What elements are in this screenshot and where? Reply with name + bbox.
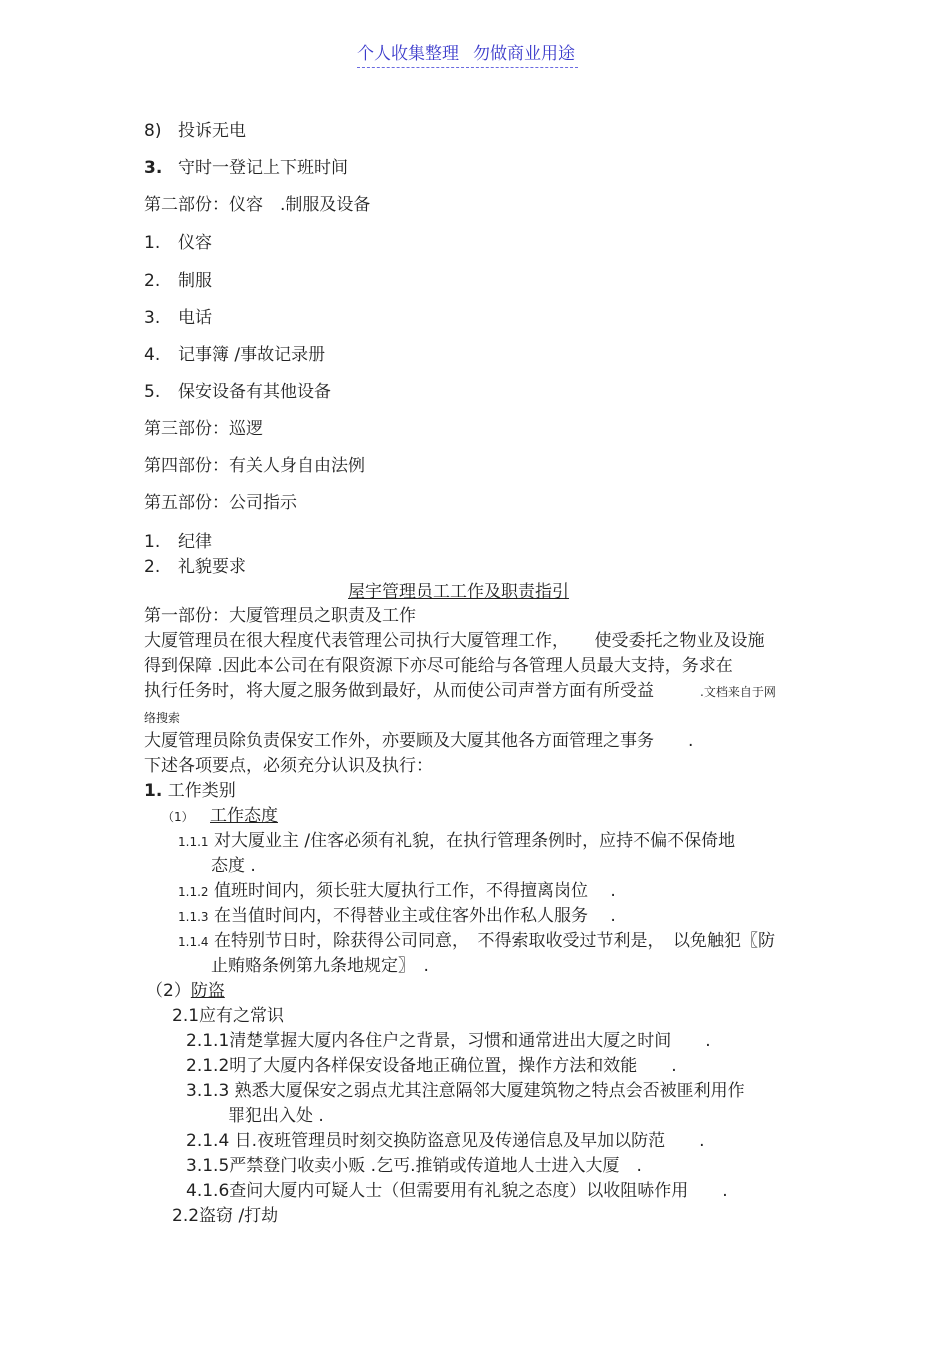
list-item: 3. 电话 — [144, 308, 212, 328]
list-item-continuation: 态度 . — [211, 856, 256, 876]
document-title: 屋宇管理员工工作及职责指引 — [348, 582, 569, 602]
list-item: 2.1.4 日.夜班管理员时刻交换防盗意见及传递信息及早加以防范 . — [186, 1131, 705, 1151]
section-heading: 第四部份：有关人身自由法例 — [144, 456, 365, 476]
list-item: 2.1.2明了大厦内各样保安设备地正确位置，操作方法和效能 . — [186, 1056, 677, 1076]
list-item: 4.1.6查问大厦内可疑人士（但需要用有礼貌之态度）以收阻哧作用 . — [186, 1181, 728, 1201]
part-title: 第一部份：大厦管理员之职责及工作 — [144, 606, 416, 626]
list-item: 3. 守时一登记上下班时间 — [144, 158, 348, 178]
header-part2: 勿做商业用途 — [473, 44, 575, 64]
list-item: 8) 投诉无电 — [144, 121, 246, 141]
list-item: 1. 仪容 — [144, 233, 212, 253]
list-item: 1. 纪律 — [144, 532, 212, 552]
source-note: .文档来自于网 — [700, 685, 776, 699]
list-item: 4. 记事簿 /事故记录册 — [144, 345, 326, 365]
list-item: 3.1.5严禁登门收卖小贩 .乞丐.推销或传道地人士进入大厦 . — [186, 1156, 642, 1176]
source-note: 络搜索 — [144, 711, 181, 725]
page-header — [357, 42, 578, 68]
list-item-continuation: 止贿赂条例第九条地规定〗 . — [211, 956, 429, 976]
paragraph-line: 执行任务时，将大厦之服务做到最好，从而使公司声誉方面有所受益 .文档来自于网 — [144, 681, 776, 701]
list-item: 1.1.1 对大厦业主 /住客必须有礼貌，在执行管理条例时，应持不偏不保倚地 — [178, 831, 736, 851]
header-part1: 个人收集整理 — [357, 44, 459, 64]
section-heading: 第二部份：仪容 .制服及设备 — [144, 195, 371, 215]
paragraph-line: 大厦管理员除负责保安工作外，亦要顾及大厦其他各方面管理之事务 . — [144, 731, 694, 751]
list-item-continuation: 罪犯出入处 . — [228, 1106, 324, 1126]
heading-work-category: 1. 工作类别 — [144, 781, 236, 801]
subheading-attitude: （1） 工作态度 — [162, 806, 278, 826]
paragraph-line: 大厦管理员在很大程度代表管理公司执行大厦管理工作， 使受委托之物业及设施 — [144, 631, 765, 651]
list-item: 1.1.4 在特别节日时，除获得公司同意， 不得索取收受过节利是， 以免触犯〖防 — [178, 931, 775, 951]
list-item: 2. 礼貌要求 — [144, 557, 246, 577]
subheading: 2.1应有之常识 — [172, 1006, 285, 1026]
section-heading: 第三部份：巡逻 — [144, 419, 263, 439]
subheading-theft-prevention: （2）防盗 — [146, 981, 225, 1001]
list-item: 5. 保安设备有其他设备 — [144, 382, 331, 402]
list-item: 1.1.3 在当值时间内，不得替业主或住客外出作私人服务 . — [178, 906, 616, 926]
subheading: 2.2盗窃 /打劫 — [172, 1206, 279, 1226]
list-item: 2.1.1清楚掌握大厦内各住户之背景，习惯和通常进出大厦之时间 . — [186, 1031, 711, 1051]
paragraph-line: 下述各项要点，必须充分认识及执行： — [144, 756, 433, 776]
paragraph-line: 得到保障 .因此本公司在有限资源下亦尽可能给与各管理人员最大支持，务求在 — [144, 656, 733, 676]
list-item: 1.1.2 值班时间内，须长驻大厦执行工作，不得擅离岗位 . — [178, 881, 616, 901]
list-item: 3.1.3 熟悉大厦保安之弱点尤其注意隔邻大厦建筑物之特点会否被匪利用作 — [186, 1081, 745, 1101]
list-item: 2. 制服 — [144, 271, 212, 291]
section-heading: 第五部份：公司指示 — [144, 493, 297, 513]
